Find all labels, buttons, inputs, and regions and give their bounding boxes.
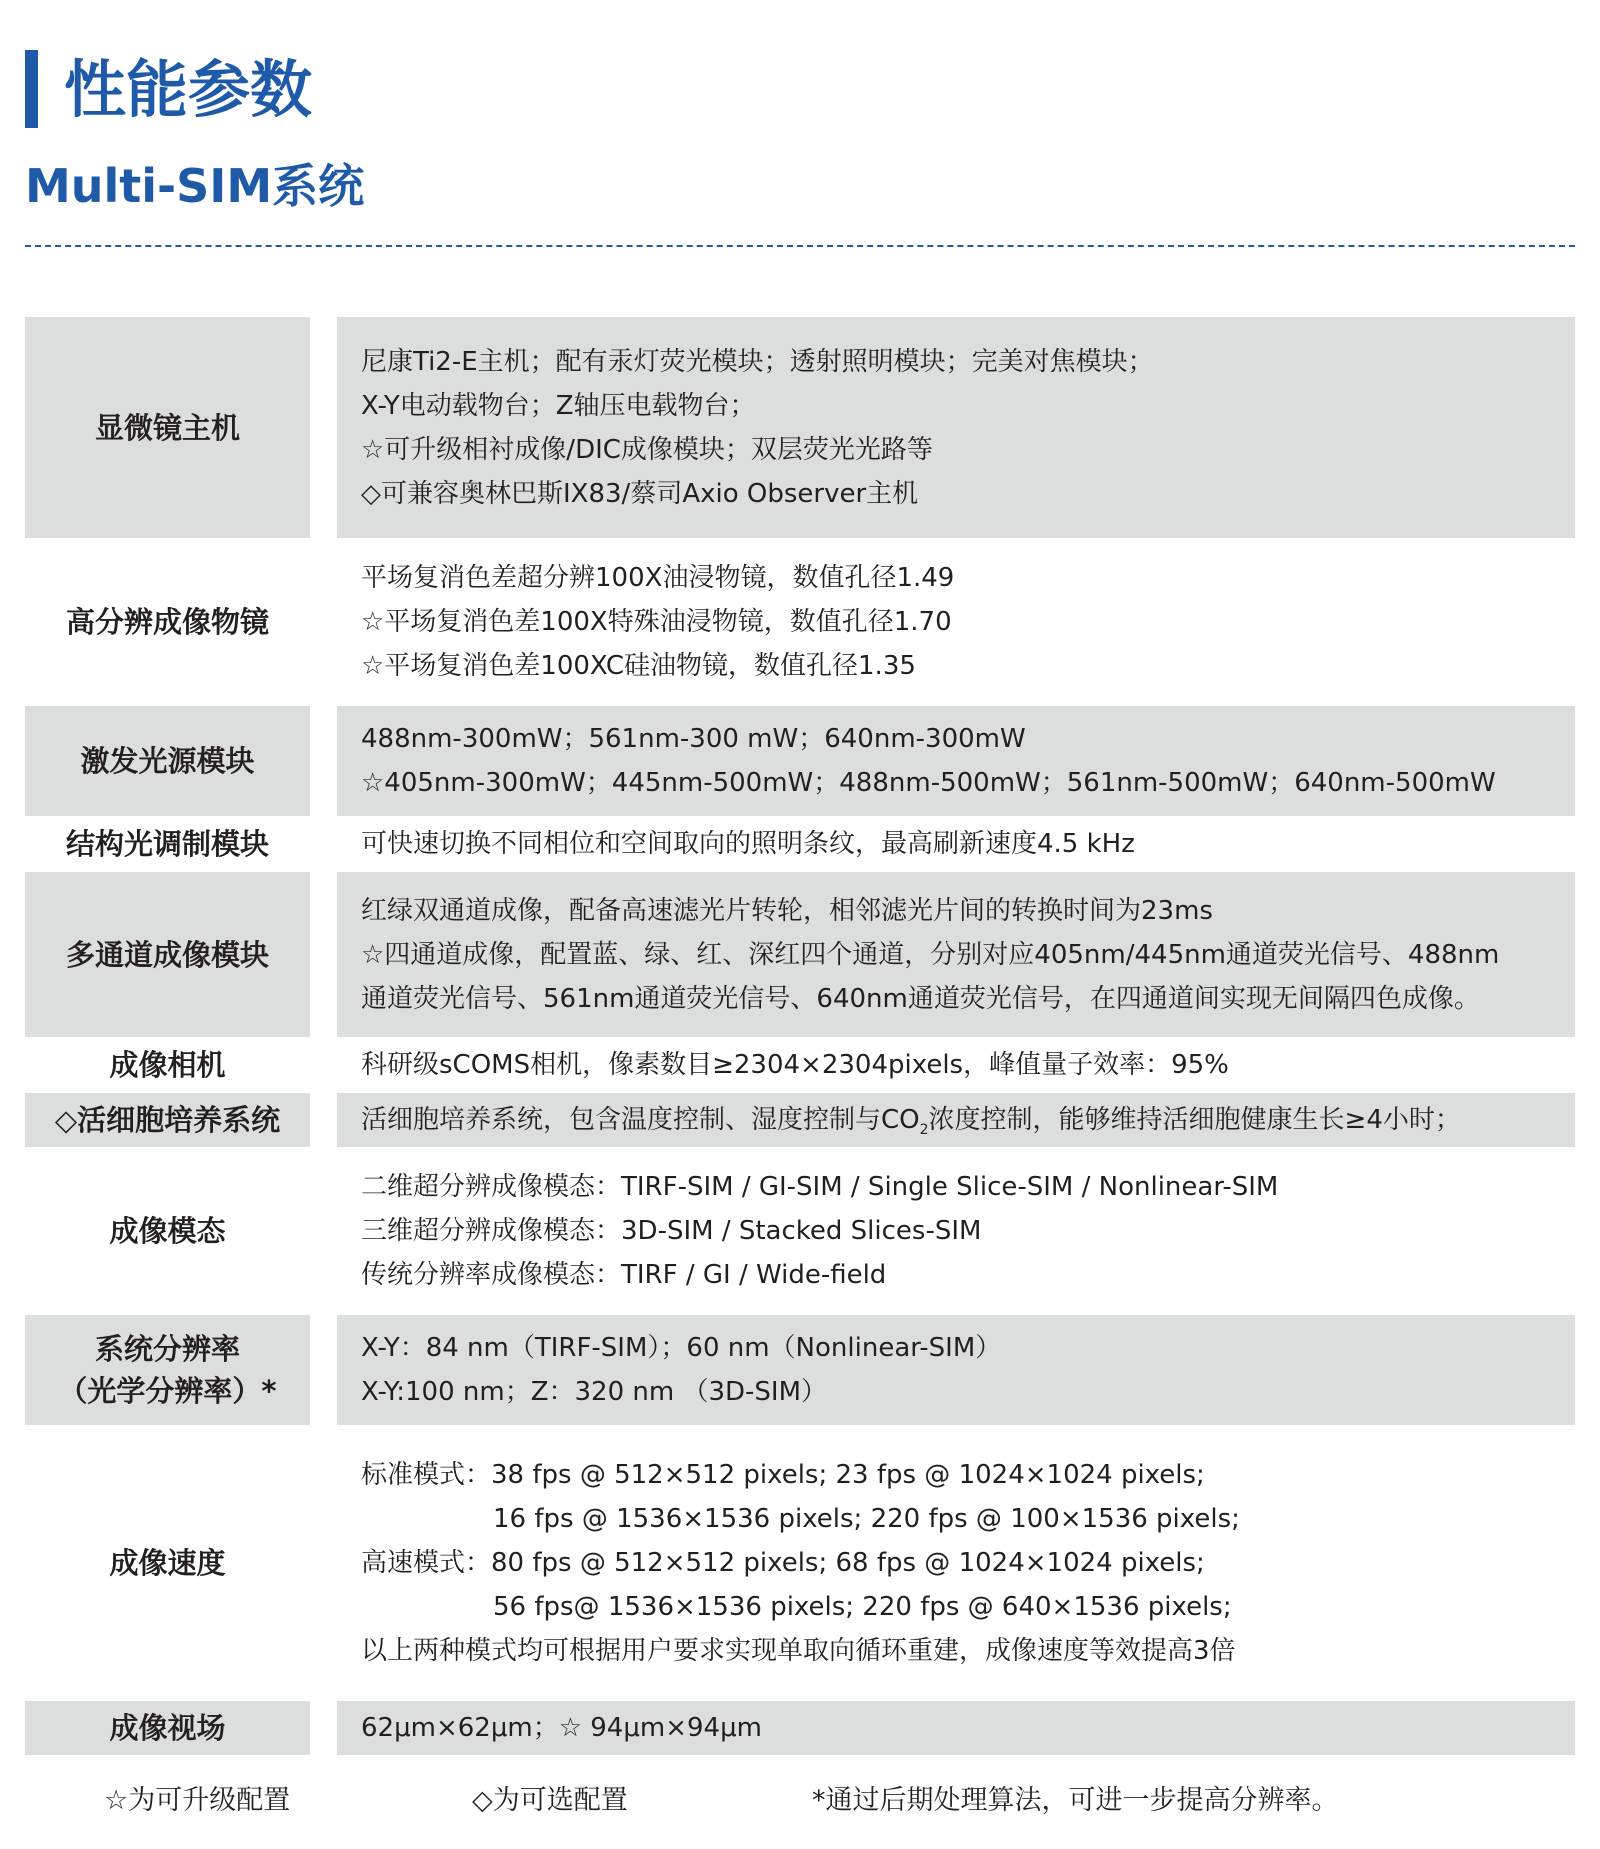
spec-line: X-Y:100 nm；Z：320 nm （3D-SIM） (361, 1377, 828, 1407)
spec-row-imaging-mode (25, 1150, 1575, 1312)
page-subtitle: Multi-SIM系统 (25, 159, 365, 213)
spec-row-speed (25, 1428, 1575, 1698)
footnotes (0, 1780, 1600, 1822)
spec-table (25, 317, 1575, 1755)
spec-line: ☆可升级相衬成像/DIC成像模块；双层荧光光路等 (361, 434, 933, 465)
spec-line: ☆平场复消色差100XC硅油物镜，数值孔径1.35 (361, 651, 916, 681)
spec-label: 成像速度 (109, 1546, 226, 1580)
spec-line: 红绿双通道成像，配备高速滤光片转轮，相邻滤光片间的转换时间为23ms (361, 895, 1213, 926)
spec-line: 平场复消色差超分辨100X油浸物镜，数值孔径1.49 (361, 563, 955, 593)
spec-value (337, 1315, 1575, 1425)
spec-line: 尼康Ti2-E主机；配有汞灯荧光模块；透射照明模块；完美对焦模块； (361, 346, 1154, 377)
spec-row-microscope (25, 317, 1575, 538)
spec-label: 结构光调制模块 (65, 827, 269, 861)
spec-row-modulation (25, 819, 1575, 869)
spec-value (337, 1428, 1575, 1698)
spec-label: 高分辨成像物镜 (65, 605, 269, 639)
spec-line: 三维超分辨成像模态：3D-SIM / Stacked Slices-SIM (361, 1216, 982, 1246)
spec-label: 激发光源模块 (25, 706, 310, 816)
spec-line: 科研级sCOMS相机，像素数目≥2304×2304pixels，峰值量子效率：95% (361, 1050, 1229, 1080)
spec-label (25, 1315, 310, 1425)
spec-row-laser (25, 706, 1575, 816)
spec-line: 以上两种模式均可根据用户要求实现单取向循环重建，成像速度等效提高3倍 (361, 1636, 1236, 1666)
spec-value (337, 819, 1575, 869)
spec-label: ◇活细胞培养系统 (25, 1093, 310, 1147)
spec-line: ☆平场复消色差100X特殊油浸物镜，数值孔径1.70 (361, 607, 952, 637)
spec-line: 标准模式：38 fps @ 512×512 pixels; 23 fps @ 1024×1024 pixels; (361, 1460, 1205, 1490)
footnote-upgrade: ☆为可升级配置 (104, 1785, 291, 1816)
footnote-optional: ◇为可选配置 (472, 1785, 628, 1816)
spec-row-field-of-view (25, 1701, 1575, 1755)
spec-label: 成像视场 (25, 1701, 310, 1755)
spec-line: 二维超分辨成像模态：TIRF-SIM / GI-SIM / Single Slice-SIM / Nonlinear-SIM (361, 1172, 1279, 1202)
spec-label: 多通道成像模块 (25, 872, 310, 1037)
spec-line: X-Y：84 nm（TIRF-SIM）；60 nm（Nonlinear-SIM） (361, 1333, 1002, 1363)
spec-line: ☆四通道成像，配置蓝、绿、红、深红四个通道，分别对应405nm/445nm通道荧光信号、488nm (361, 939, 1500, 970)
spec-line: ◇可兼容奥林巴斯IX83/蔡司Axio Observer主机 (361, 478, 919, 509)
spec-line: 传统分辨率成像模态：TIRF / GI / Wide-field (361, 1260, 887, 1290)
spec-row-resolution (25, 1315, 1575, 1425)
spec-label: 成像模态 (109, 1214, 226, 1248)
spec-label-line: 系统分辨率 (94, 1332, 240, 1366)
spec-value (337, 1040, 1575, 1090)
spec-label: 成像相机 (109, 1048, 226, 1082)
spec-value (337, 317, 1575, 538)
spec-line: ☆405nm-300mW；445nm-500mW；488nm-500mW；561nm-500mW；640nm-500mW (361, 768, 1496, 798)
spec-line: 56 fps@ 1536×1536 pixels; 220 fps @ 640×1536 pixels; (493, 1592, 1232, 1622)
spec-row-multichannel (25, 872, 1575, 1037)
spec-line: 可快速切换不同相位和空间取向的照明条纹，最高刷新速度4.5 kHz (361, 829, 1135, 859)
spec-value (337, 1093, 1575, 1147)
spec-value (337, 1701, 1575, 1755)
spec-line: 488nm-300mW；561nm-300 mW；640nm-300mW (361, 724, 1026, 754)
spec-value (337, 706, 1575, 816)
spec-line: 16 fps @ 1536×1536 pixels; 220 fps @ 100×1536 pixels; (493, 1504, 1240, 1534)
spec-row-objective (25, 541, 1575, 703)
spec-row-camera (25, 1040, 1575, 1090)
spec-label: 显微镜主机 (25, 317, 310, 538)
footnote-resolution: *通过后期处理算法，可进一步提高分辨率。 (812, 1785, 1339, 1816)
title-accent-bar (25, 50, 38, 128)
spec-line: 通道荧光信号、561nm通道荧光信号、640nm通道荧光信号，在四通道间实现无间隔四色成像。 (361, 983, 1480, 1014)
spec-line: 活细胞培养系统，包含温度控制、湿度控制与$CO_2$浓度控制，能够维持活细胞健康生长≥4小时； (361, 1105, 1461, 1139)
spec-value (337, 1150, 1575, 1312)
spec-line: 62μm×62μm；☆ 94μm×94μm (361, 1713, 762, 1743)
spec-line: X-Y电动载物台；Z轴压电载物台； (361, 390, 756, 421)
spec-row-live-cell (25, 1093, 1575, 1147)
spec-value (337, 541, 1575, 703)
spec-value (337, 872, 1575, 1037)
spec-line: 高速模式：80 fps @ 512×512 pixels; 68 fps @ 1024×1024 pixels; (361, 1548, 1205, 1578)
page-title: 性能参数 (64, 53, 313, 126)
dashed-divider (25, 245, 1575, 247)
spec-label-line: （光学分辨率）* (58, 1374, 277, 1408)
